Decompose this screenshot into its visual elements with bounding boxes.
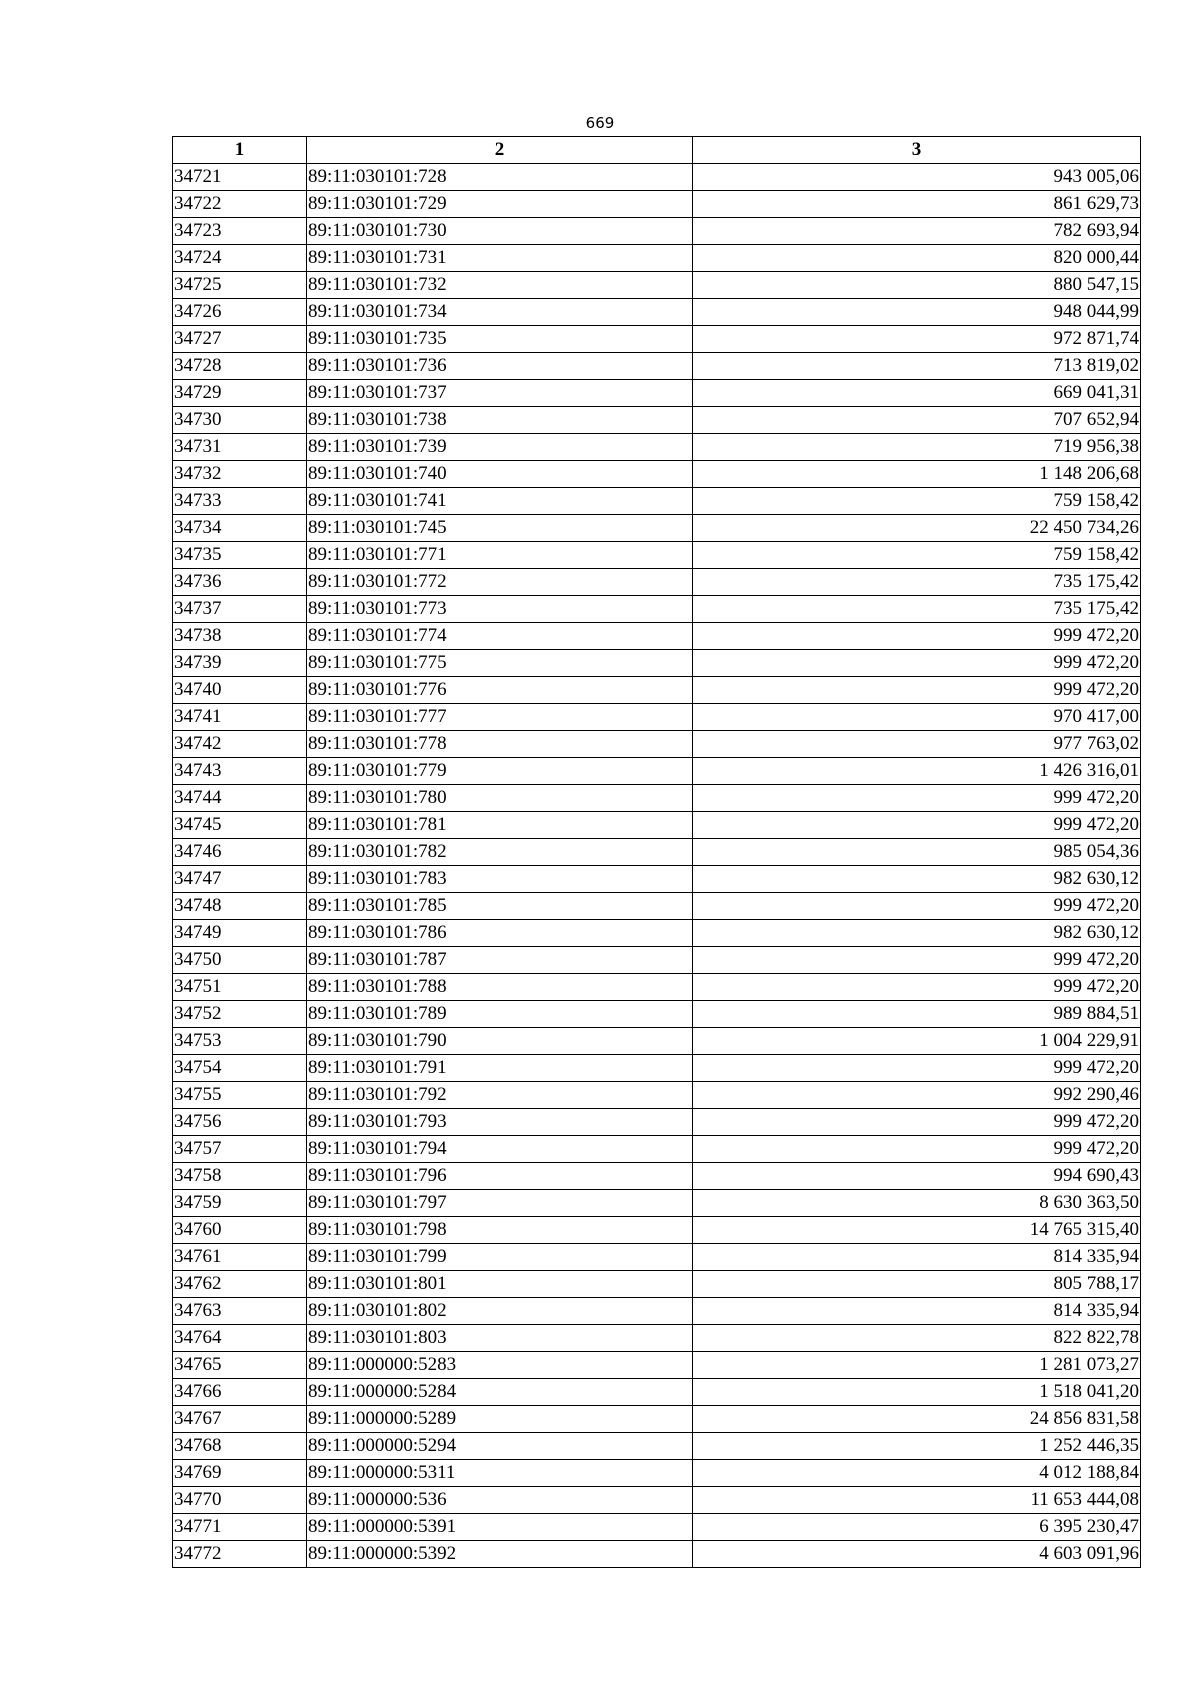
cadastral-number-cell: 89:11:030101:785	[307, 893, 693, 920]
table-row	[173, 1163, 1141, 1190]
cadastral-number-cell: 89:11:000000:5283	[307, 1352, 693, 1379]
row-number-cell: 34755	[173, 1082, 307, 1109]
value-cell: 735 175,42	[693, 596, 1141, 623]
cadastral-number-cell: 89:11:030101:792	[307, 1082, 693, 1109]
value-cell: 999 472,20	[693, 974, 1141, 1001]
value-cell: 999 472,20	[693, 812, 1141, 839]
row-number-cell: 34751	[173, 974, 307, 1001]
value-cell: 735 175,42	[693, 569, 1141, 596]
cadastral-number-cell: 89:11:000000:5311	[307, 1460, 693, 1487]
value-cell: 669 041,31	[693, 380, 1141, 407]
table-row	[173, 1379, 1141, 1406]
table-row	[173, 407, 1141, 434]
cadastral-number-cell: 89:11:030101:782	[307, 839, 693, 866]
cadastral-number-cell: 89:11:030101:802	[307, 1298, 693, 1325]
value-cell: 982 630,12	[693, 920, 1141, 947]
row-number-cell: 34746	[173, 839, 307, 866]
header-row	[173, 137, 1141, 164]
cadastral-number-cell: 89:11:030101:781	[307, 812, 693, 839]
value-cell: 1 281 073,27	[693, 1352, 1141, 1379]
cadastral-number-cell: 89:11:030101:787	[307, 947, 693, 974]
cadastral-number-cell: 89:11:030101:732	[307, 272, 693, 299]
cadastral-number-cell: 89:11:030101:731	[307, 245, 693, 272]
value-cell: 1 426 316,01	[693, 758, 1141, 785]
cadastral-number-cell: 89:11:030101:777	[307, 704, 693, 731]
row-number-cell: 34721	[173, 164, 307, 191]
row-number-cell: 34734	[173, 515, 307, 542]
value-cell: 999 472,20	[693, 677, 1141, 704]
row-number-cell: 34740	[173, 677, 307, 704]
row-number-cell: 34745	[173, 812, 307, 839]
table-row	[173, 1055, 1141, 1082]
value-cell: 707 652,94	[693, 407, 1141, 434]
cadastral-number-cell: 89:11:030101:741	[307, 488, 693, 515]
table-row	[173, 731, 1141, 758]
table-row	[173, 488, 1141, 515]
row-number-cell: 34749	[173, 920, 307, 947]
row-number-cell: 34766	[173, 1379, 307, 1406]
row-number-cell: 34742	[173, 731, 307, 758]
value-cell: 989 884,51	[693, 1001, 1141, 1028]
row-number-cell: 34757	[173, 1136, 307, 1163]
table-row	[173, 1109, 1141, 1136]
table-header	[173, 137, 1141, 164]
table-row	[173, 974, 1141, 1001]
row-number-cell: 34753	[173, 1028, 307, 1055]
row-number-cell: 34760	[173, 1217, 307, 1244]
cadastral-number-cell: 89:11:030101:791	[307, 1055, 693, 1082]
row-number-cell: 34726	[173, 299, 307, 326]
table-row	[173, 164, 1141, 191]
table-row	[173, 839, 1141, 866]
cadastral-number-cell: 89:11:030101:803	[307, 1325, 693, 1352]
row-number-cell: 34727	[173, 326, 307, 353]
value-cell: 1 518 041,20	[693, 1379, 1141, 1406]
table-row	[173, 1136, 1141, 1163]
row-number-cell: 34729	[173, 380, 307, 407]
value-cell: 999 472,20	[693, 893, 1141, 920]
row-number-cell: 34728	[173, 353, 307, 380]
table-row	[173, 866, 1141, 893]
cadastral-number-cell: 89:11:030101:794	[307, 1136, 693, 1163]
value-cell: 8 630 363,50	[693, 1190, 1141, 1217]
cadastral-number-cell: 89:11:030101:798	[307, 1217, 693, 1244]
table-row	[173, 704, 1141, 731]
table-row	[173, 1298, 1141, 1325]
row-number-cell: 34743	[173, 758, 307, 785]
cadastral-number-cell: 89:11:030101:737	[307, 380, 693, 407]
table-row	[173, 542, 1141, 569]
value-cell: 999 472,20	[693, 623, 1141, 650]
row-number-cell: 34747	[173, 866, 307, 893]
table-row	[173, 461, 1141, 488]
value-cell: 14 765 315,40	[693, 1217, 1141, 1244]
cadastral-number-cell: 89:11:000000:5294	[307, 1433, 693, 1460]
column-header-1: 1	[173, 137, 307, 164]
table-row	[173, 677, 1141, 704]
value-cell: 6 395 230,47	[693, 1514, 1141, 1541]
value-cell: 22 450 734,26	[693, 515, 1141, 542]
cadastral-number-cell: 89:11:030101:788	[307, 974, 693, 1001]
value-cell: 999 472,20	[693, 1109, 1141, 1136]
table-row	[173, 353, 1141, 380]
table-row	[173, 218, 1141, 245]
cadastral-number-cell: 89:11:030101:790	[307, 1028, 693, 1055]
value-cell: 1 252 446,35	[693, 1433, 1141, 1460]
cadastral-number-cell: 89:11:030101:773	[307, 596, 693, 623]
cadastral-number-cell: 89:11:030101:739	[307, 434, 693, 461]
cadastral-number-cell: 89:11:000000:5289	[307, 1406, 693, 1433]
value-cell: 999 472,20	[693, 650, 1141, 677]
cadastral-number-cell: 89:11:000000:5392	[307, 1541, 693, 1568]
table-body	[173, 164, 1141, 1568]
table-row	[173, 380, 1141, 407]
row-number-cell: 34762	[173, 1271, 307, 1298]
cadastral-number-cell: 89:11:030101:728	[307, 164, 693, 191]
row-number-cell: 34769	[173, 1460, 307, 1487]
row-number-cell: 34752	[173, 1001, 307, 1028]
table-row	[173, 893, 1141, 920]
value-cell: 992 290,46	[693, 1082, 1141, 1109]
row-number-cell: 34764	[173, 1325, 307, 1352]
cadastral-number-cell: 89:11:030101:772	[307, 569, 693, 596]
cadastral-number-cell: 89:11:030101:730	[307, 218, 693, 245]
column-header-2: 2	[307, 137, 693, 164]
value-cell: 24 856 831,58	[693, 1406, 1141, 1433]
value-cell: 985 054,36	[693, 839, 1141, 866]
page-number: 669	[585, 114, 615, 132]
value-cell: 861 629,73	[693, 191, 1141, 218]
row-number-cell: 34765	[173, 1352, 307, 1379]
value-cell: 782 693,94	[693, 218, 1141, 245]
row-number-cell: 34754	[173, 1055, 307, 1082]
value-cell: 994 690,43	[693, 1163, 1141, 1190]
table-row	[173, 1028, 1141, 1055]
row-number-cell: 34767	[173, 1406, 307, 1433]
value-cell: 814 335,94	[693, 1298, 1141, 1325]
cadastral-number-cell: 89:11:030101:740	[307, 461, 693, 488]
cadastral-number-cell: 89:11:000000:536	[307, 1487, 693, 1514]
cadastral-number-cell: 89:11:030101:778	[307, 731, 693, 758]
cadastral-number-cell: 89:11:030101:776	[307, 677, 693, 704]
row-number-cell: 34730	[173, 407, 307, 434]
table-row	[173, 515, 1141, 542]
value-cell: 999 472,20	[693, 1136, 1141, 1163]
cadastral-number-cell: 89:11:030101:738	[307, 407, 693, 434]
value-cell: 805 788,17	[693, 1271, 1141, 1298]
value-cell: 977 763,02	[693, 731, 1141, 758]
value-cell: 999 472,20	[693, 947, 1141, 974]
table-row	[173, 920, 1141, 947]
value-cell: 4 603 091,96	[693, 1541, 1141, 1568]
row-number-cell: 34724	[173, 245, 307, 272]
row-number-cell: 34758	[173, 1163, 307, 1190]
row-number-cell: 34761	[173, 1244, 307, 1271]
row-number-cell: 34750	[173, 947, 307, 974]
cadastral-number-cell: 89:11:030101:780	[307, 785, 693, 812]
value-cell: 1 148 206,68	[693, 461, 1141, 488]
row-number-cell: 34763	[173, 1298, 307, 1325]
column-header-3: 3	[693, 137, 1141, 164]
row-number-cell: 34741	[173, 704, 307, 731]
table-row	[173, 596, 1141, 623]
value-cell: 880 547,15	[693, 272, 1141, 299]
table-row	[173, 1352, 1141, 1379]
cadastral-number-cell: 89:11:030101:801	[307, 1271, 693, 1298]
table-row	[173, 650, 1141, 677]
value-cell: 713 819,02	[693, 353, 1141, 380]
cadastral-number-cell: 89:11:030101:734	[307, 299, 693, 326]
table-row	[173, 569, 1141, 596]
table-row	[173, 785, 1141, 812]
value-cell: 982 630,12	[693, 866, 1141, 893]
value-cell: 814 335,94	[693, 1244, 1141, 1271]
table-row	[173, 191, 1141, 218]
table-row	[173, 1514, 1141, 1541]
registry-table	[172, 136, 1141, 1568]
cadastral-number-cell: 89:11:030101:735	[307, 326, 693, 353]
row-number-cell: 34722	[173, 191, 307, 218]
row-number-cell: 34759	[173, 1190, 307, 1217]
table-row	[173, 1406, 1141, 1433]
table-row	[173, 272, 1141, 299]
table-row	[173, 1082, 1141, 1109]
row-number-cell: 34768	[173, 1433, 307, 1460]
table-row	[173, 1541, 1141, 1568]
row-number-cell: 34723	[173, 218, 307, 245]
table-row	[173, 758, 1141, 785]
value-cell: 943 005,06	[693, 164, 1141, 191]
row-number-cell: 34725	[173, 272, 307, 299]
value-cell: 11 653 444,08	[693, 1487, 1141, 1514]
value-cell: 948 044,99	[693, 299, 1141, 326]
value-cell: 999 472,20	[693, 1055, 1141, 1082]
table-row	[173, 947, 1141, 974]
cadastral-number-cell: 89:11:030101:774	[307, 623, 693, 650]
value-cell: 719 956,38	[693, 434, 1141, 461]
table-row	[173, 1271, 1141, 1298]
row-number-cell: 34739	[173, 650, 307, 677]
table-row	[173, 1001, 1141, 1028]
table-row	[173, 1244, 1141, 1271]
value-cell: 4 012 188,84	[693, 1460, 1141, 1487]
table-row	[173, 434, 1141, 461]
row-number-cell: 34771	[173, 1514, 307, 1541]
cadastral-number-cell: 89:11:030101:745	[307, 515, 693, 542]
cadastral-number-cell: 89:11:030101:783	[307, 866, 693, 893]
table-row	[173, 1217, 1141, 1244]
row-number-cell: 34735	[173, 542, 307, 569]
row-number-cell: 34748	[173, 893, 307, 920]
cadastral-number-cell: 89:11:030101:793	[307, 1109, 693, 1136]
table-row	[173, 299, 1141, 326]
table-row	[173, 1433, 1141, 1460]
cadastral-number-cell: 89:11:000000:5284	[307, 1379, 693, 1406]
value-cell: 759 158,42	[693, 542, 1141, 569]
row-number-cell: 34737	[173, 596, 307, 623]
row-number-cell: 34736	[173, 569, 307, 596]
cadastral-number-cell: 89:11:030101:729	[307, 191, 693, 218]
row-number-cell: 34756	[173, 1109, 307, 1136]
cadastral-number-cell: 89:11:030101:779	[307, 758, 693, 785]
cadastral-number-cell: 89:11:030101:797	[307, 1190, 693, 1217]
table-row	[173, 812, 1141, 839]
cadastral-number-cell: 89:11:030101:799	[307, 1244, 693, 1271]
table-row	[173, 245, 1141, 272]
cadastral-number-cell: 89:11:030101:775	[307, 650, 693, 677]
cadastral-number-cell: 89:11:030101:789	[307, 1001, 693, 1028]
value-cell: 970 417,00	[693, 704, 1141, 731]
row-number-cell: 34731	[173, 434, 307, 461]
value-cell: 972 871,74	[693, 326, 1141, 353]
cadastral-number-cell: 89:11:000000:5391	[307, 1514, 693, 1541]
cadastral-number-cell: 89:11:030101:736	[307, 353, 693, 380]
value-cell: 822 822,78	[693, 1325, 1141, 1352]
row-number-cell: 34772	[173, 1541, 307, 1568]
row-number-cell: 34732	[173, 461, 307, 488]
row-number-cell: 34744	[173, 785, 307, 812]
table-row	[173, 1487, 1141, 1514]
row-number-cell: 34770	[173, 1487, 307, 1514]
table-row	[173, 623, 1141, 650]
table-row	[173, 1325, 1141, 1352]
row-number-cell: 34733	[173, 488, 307, 515]
cadastral-number-cell: 89:11:030101:771	[307, 542, 693, 569]
value-cell: 759 158,42	[693, 488, 1141, 515]
table-row	[173, 326, 1141, 353]
value-cell: 1 004 229,91	[693, 1028, 1141, 1055]
cadastral-number-cell: 89:11:030101:786	[307, 920, 693, 947]
value-cell: 820 000,44	[693, 245, 1141, 272]
table-row	[173, 1460, 1141, 1487]
cadastral-number-cell: 89:11:030101:796	[307, 1163, 693, 1190]
table-row	[173, 1190, 1141, 1217]
value-cell: 999 472,20	[693, 785, 1141, 812]
row-number-cell: 34738	[173, 623, 307, 650]
